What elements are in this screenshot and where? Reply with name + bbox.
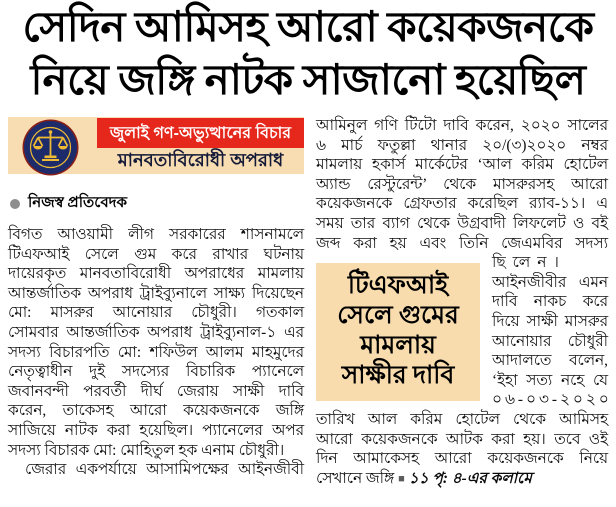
body-line: আদালতে বলেন,: [492, 352, 608, 370]
body-line: জবানবন্দী পরবর্তী দীর্ঘ জেরায় সাক্ষী দাবি: [8, 382, 304, 400]
body-line: নেতৃত্বাধীন দুই সদস্যের বিচারিক প্যানেলে: [8, 363, 304, 381]
body-line: দায়েরকৃত মানবতাবিরোধী অপরাধের মামলায়: [8, 265, 304, 283]
banner-top-label: জুলাই গণ-অভ্যুত্থানের বিচার: [109, 124, 292, 142]
body-line: অ্যান্ড রেস্টুরেন্ট’ থেকে মাসরুরসহ আরো: [316, 175, 608, 193]
body-line: আরো কয়েকজনকে আটক করা হয়। তবে ওই: [316, 430, 608, 448]
body-line: কয়েকজনকে গ্রেফতার করেছিল র‍্যাব-১১। এ: [316, 195, 608, 213]
pullquote-line: টিএফআই: [347, 272, 449, 300]
body-line: দিয়ে সাক্ষী মাসরুর: [492, 312, 608, 330]
jump-square-icon: ■: [398, 472, 405, 485]
tribunal-banner: [8, 117, 304, 174]
body-line: দিন আমাকেসহ আরো কয়েকজনকে নিয়ে: [316, 450, 608, 468]
jump-reference: ১১ পৃ: ৪-এর কলামে: [408, 469, 532, 487]
pullquote-wrap: [316, 253, 612, 410]
jump-pre-text: সেখানে জঙ্গি: [316, 469, 395, 487]
body-line: সদস্য বিচারক মো: মোহিতুল হক এনাম চৌধুরী।: [8, 441, 285, 459]
article-body: [8, 115, 612, 489]
body-line: ০৬-০৩-২০২০: [492, 391, 612, 409]
right-column-top-text: [316, 116, 608, 253]
byline-label: নিজস্ব প্রতিবেদক: [28, 195, 128, 211]
body-line: ‘ইহা সত্য নহে যে: [492, 371, 608, 389]
body-line: মামলায় হকার্স মার্কেটের ‘আল করিম হোটেল: [316, 156, 608, 174]
body-line: বিগত আওয়ামী লীগ সরকারের শাসনামলে: [8, 226, 304, 243]
jump-line: [316, 469, 608, 490]
headline-line-1: সেদিন আমিসহ আরো কয়েকজনকে: [22, 5, 594, 51]
banner-bottom-strip: [97, 148, 304, 174]
newspaper-clipping: [0, 2, 616, 507]
headline-line-2: নিয়ে জঙ্গি নাটক সাজানো হয়েছিল: [30, 58, 586, 104]
scales-of-justice-icon: [22, 119, 79, 176]
body-line: সাজিয়ে নাটক করা হয়েছিল। প্যানেলের অপর: [8, 421, 304, 439]
body-line: জেরার একপর্যায়ে আসামিপক্ষের আইনজীবী: [25, 461, 304, 479]
body-line: আনোয়ার চৌধুরী: [492, 332, 608, 350]
pullquote-box: [316, 263, 480, 401]
body-line: টিএফআই সেলে গুম করে রাখার ঘটনায়: [8, 245, 304, 263]
body-line: আমিনুল গণি টিটো দাবি করেন, ২০২০ সালের: [316, 117, 608, 134]
body-line: সোমবার আন্তর্জাতিক অপরাধ ট্রাইব্যুনাল-১ এর: [8, 323, 304, 341]
right-column: [316, 115, 612, 489]
left-column: [8, 115, 304, 489]
body-line: করেন, তাকেসহ আরো কয়েকজনকে জঙ্গি: [8, 402, 304, 420]
body-line: আন্তর্জাতিক অপরাধ ট্রাইব্যুনালে সাক্ষ্য দিয়েছেন: [8, 284, 304, 302]
pullquote-line: মামলায়: [360, 332, 436, 360]
article-headline: [10, 2, 606, 108]
body-line: সময় তার ব্যাগ থেকে উগ্রবাদী লিফলেট ও বই: [316, 214, 608, 232]
body-line: দাবি নাকচ করে: [492, 293, 608, 311]
body-line: জব্দ করা হয় এবং তিনি জেএমবির সদস্য: [316, 234, 608, 252]
byline: [10, 191, 304, 216]
body-line: সদস্য বিচারপতি মো: শফিউল আলম মাহমুদের: [8, 343, 304, 361]
byline-bullet-icon: [10, 199, 20, 209]
pullquote-line: সেলে গুমের: [337, 302, 459, 330]
body-line: তারিখ আল করিম হোটেল থেকে আমিসহ: [316, 410, 608, 428]
body-line: ৬ মার্চ ফতুল্লা থানার ২০/(৩)২০২০ নম্বর: [316, 136, 608, 154]
banner-bottom-label: মানবতাবিরোধী অপরাধ: [117, 149, 284, 170]
pullquote-line: সাক্ষীর দাবি: [341, 362, 455, 390]
body-line: মো: মাসরুর আনোয়ার চৌধুরী। গতকাল: [8, 304, 304, 322]
body-line: ছিলেন।: [492, 254, 566, 272]
left-column-text: [8, 225, 304, 480]
banner-red-strip: [97, 118, 304, 148]
body-line: আইনজীবীর এমন: [492, 273, 608, 291]
right-column-bottom-text: [316, 410, 608, 489]
narrow-column-text: [492, 253, 612, 410]
